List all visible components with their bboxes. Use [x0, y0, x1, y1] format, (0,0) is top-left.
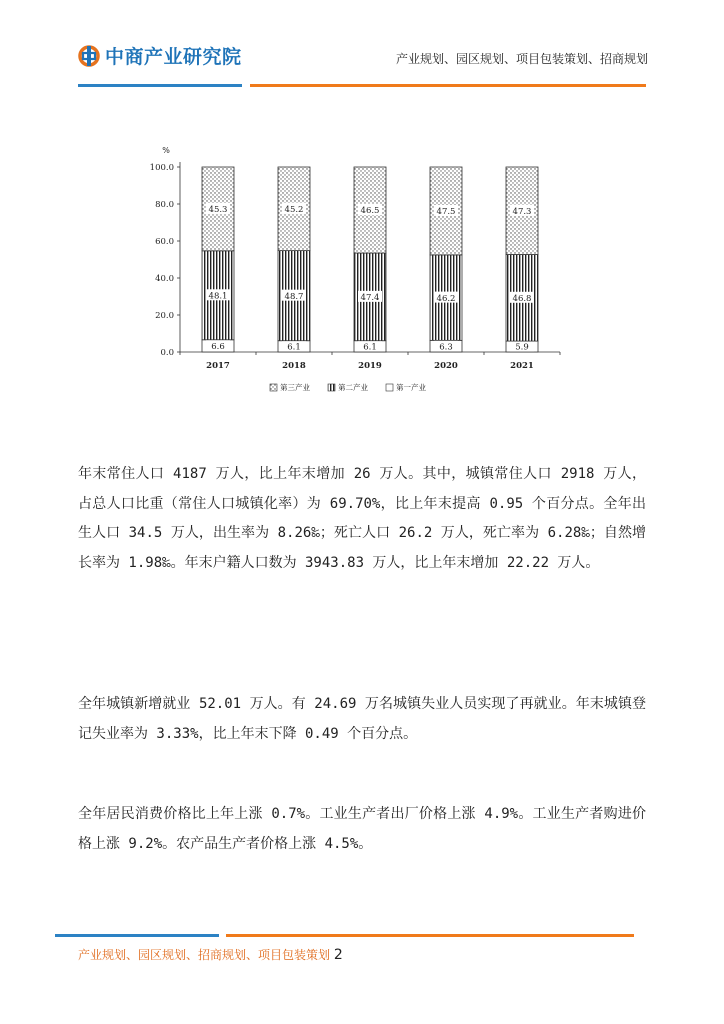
data-label: 45.3	[208, 205, 228, 216]
data-label: 6.3	[439, 342, 453, 353]
x-tick-label: 2019	[358, 361, 382, 371]
x-tick-label: 2017	[206, 361, 230, 371]
data-label: 6.1	[287, 342, 301, 353]
x-tick-label: 2021	[510, 361, 534, 371]
legend-label: 第二产业	[338, 383, 368, 392]
data-label: 48.1	[208, 291, 228, 302]
data-label: 48.7	[284, 291, 304, 302]
paragraph-employment: 全年城镇新增就业 52.01 万人。有 24.69 万名城镇失业人员实现了再就业。年末城镇登记失业率为 3.33%，比上年末下降 0.49 个百分点。	[78, 696, 646, 742]
logo-mark-icon	[78, 45, 100, 67]
data-label: 46.2	[436, 293, 456, 304]
data-label: 46.5	[360, 206, 380, 217]
logo-text: 中商产业研究院	[105, 46, 242, 68]
y-tick-label: 60.0	[155, 237, 174, 247]
data-label: 6.1	[363, 342, 377, 353]
legend-swatch	[328, 384, 335, 391]
header-tagline: 产业规划、园区规划、项目包装策划、招商规划	[395, 52, 648, 66]
footer-rule-orange	[226, 934, 634, 937]
data-label: 46.8	[512, 293, 532, 304]
legend-label: 第三产业	[280, 383, 310, 392]
header-rule-orange	[250, 84, 646, 87]
y-tick-label: 80.0	[155, 200, 174, 210]
data-label: 47.3	[512, 206, 532, 217]
data-label: 6.6	[211, 342, 225, 353]
data-label: 47.5	[436, 207, 456, 218]
y-unit-label: %	[162, 146, 170, 155]
data-label: 5.9	[515, 342, 529, 353]
y-tick-label: 40.0	[155, 274, 174, 284]
chart-svg	[150, 132, 570, 408]
y-tick-label: 20.0	[155, 311, 174, 321]
legend-swatch	[386, 384, 393, 391]
company-logo	[78, 42, 242, 69]
y-tick-label: 0.0	[160, 348, 174, 358]
legend-swatch	[270, 384, 277, 391]
x-tick-label: 2020	[434, 361, 458, 371]
y-tick-label: 100.0	[150, 163, 174, 173]
footer-text: 产业规划、园区规划、招商规划、项目包装策划	[78, 948, 331, 962]
paragraph-prices: 全年居民消费价格比上年上涨 0.7%。工业生产者出厂价格上涨 4.9%。工业生产者购进价格上涨 9.2%。农产品生产者价格上涨 4.5%。	[78, 806, 646, 852]
data-label: 45.2	[284, 205, 304, 216]
page-number: 2	[333, 947, 343, 963]
header-rule-blue	[78, 84, 242, 87]
x-tick-label: 2018	[282, 361, 306, 371]
data-label: 47.4	[360, 293, 380, 304]
footer-rule-blue	[55, 934, 219, 937]
industry-structure-chart	[150, 132, 570, 408]
paragraph-population: 年末常住人口 4187 万人，比上年末增加 26 万人。其中，城镇常住人口 2918 万人，占总人口比重（常住人口城镇化率）为 69.70%，比上年末提高 0.95 个百分点。全年出生人口 34.5 万人，出生率为 8.26‰；死亡人口 26.2 万人，死亡率为 6.28‰；自然增长率为 1.98‰。年末户籍人口数为 3943.83 万人，比上年末增加 22.22 万人。	[78, 466, 646, 571]
legend-label: 第一产业	[396, 383, 426, 392]
footer	[78, 946, 343, 963]
